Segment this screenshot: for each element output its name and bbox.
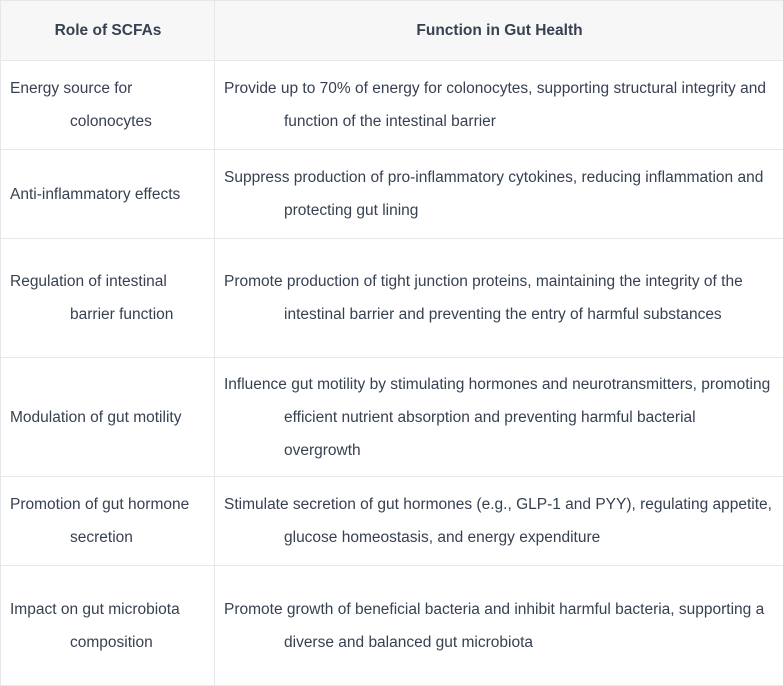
table-row [1,477,783,566]
role-cell [1,477,215,566]
role-text: Impact on gut microbiota composition [10,593,206,659]
function-cell [215,61,783,150]
role-text: Anti-inflammatory effects [10,178,206,211]
function-text: Provide up to 70% of energy for colonocytes, supporting structural integrity and function of the intestinal barrier [224,72,775,138]
table-row [1,566,783,686]
role-cell [1,566,215,686]
function-text: Promote production of tight junction proteins, maintaining the integrity of the intestinal barrier and preventing the entry of harmful substances [224,265,775,331]
function-text: Suppress production of pro-inflammatory cytokines, reducing inflammation and protecting gut lining [224,161,775,227]
role-cell [1,150,215,239]
table-row [1,150,783,239]
function-text: Promote growth of beneficial bacteria and inhibit harmful bacteria, supporting a diverse and balanced gut microbiota [224,593,775,659]
table-header-row [1,1,783,61]
function-text: Influence gut motility by stimulating hormones and neurotransmitters, promoting efficient nutrient absorption and preventing harmful bacterial overgrowth [224,368,775,467]
role-cell [1,61,215,150]
function-cell [215,358,783,477]
function-cell [215,150,783,239]
function-text: Stimulate secretion of gut hormones (e.g., GLP-1 and PYY), regulating appetite, glucose homeostasis, and energy expenditure [224,488,775,554]
role-text: Modulation of gut motility [10,401,206,434]
header-role: Role of SCFAs [1,1,215,61]
function-cell [215,566,783,686]
header-function: Function in Gut Health [215,1,783,61]
role-text: Energy source for colonocytes [10,72,206,138]
role-text: Promotion of gut hormone secretion [10,488,206,554]
role-text: Regulation of intestinal barrier function [10,265,206,331]
function-cell [215,239,783,358]
role-cell [1,239,215,358]
function-cell [215,477,783,566]
role-cell [1,358,215,477]
table-row [1,358,783,477]
table-row [1,61,783,150]
table-row [1,239,783,358]
